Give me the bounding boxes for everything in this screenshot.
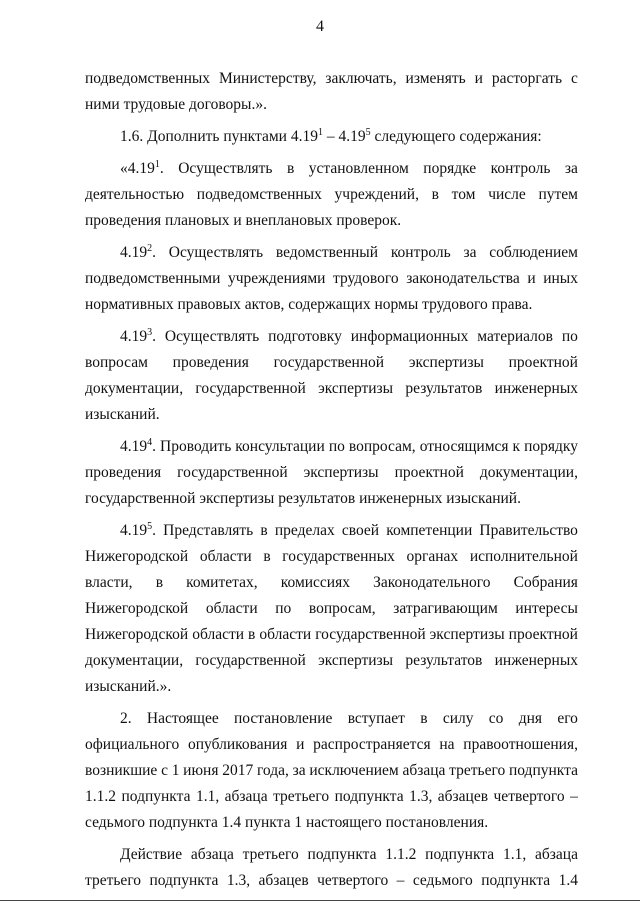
word: 1.3,: [409, 788, 433, 805]
word: по: [275, 600, 292, 617]
text-line: [85, 292, 578, 318]
page-number: 4: [316, 18, 324, 35]
word: проектной: [508, 354, 578, 371]
paragraph: [85, 156, 578, 234]
word: с: [161, 762, 168, 779]
word: –: [396, 872, 405, 889]
word: третьего: [449, 762, 506, 779]
word: подпункта: [425, 846, 495, 863]
word: документации,: [85, 652, 184, 669]
word: деятельностью: [85, 186, 185, 203]
word: Представлять: [163, 522, 254, 539]
word: Настоящее: [146, 710, 219, 727]
superscript: 3: [147, 327, 153, 338]
word: опубликования: [188, 736, 288, 753]
word: со: [488, 710, 504, 727]
paragraph: [85, 240, 578, 318]
text-span: изысканий.».: [85, 678, 172, 695]
text-span: проведения плановых и внеплановых проверок.: [85, 212, 402, 229]
word: 4.19$^4$.: [120, 437, 156, 455]
word: относящимся: [419, 438, 509, 455]
word: путем: [538, 186, 578, 203]
text-line: [85, 156, 578, 182]
word: соблюдением: [489, 244, 578, 261]
word: подведомственных: [85, 70, 211, 87]
word: расторгать: [491, 70, 563, 87]
text-span: нормативных правовых актов, содержащих нормы трудового права.: [85, 296, 533, 313]
text-line: [85, 124, 578, 150]
paragraph: [85, 434, 578, 512]
word: абзацев: [437, 788, 489, 805]
text-line: [85, 460, 578, 486]
word: силу: [442, 710, 474, 727]
word: абзаца: [402, 762, 446, 779]
text-line: [85, 350, 578, 376]
word: вопросам,: [348, 438, 416, 455]
text-line: [85, 544, 578, 570]
word: 1.1,: [502, 846, 527, 863]
word: подпункта: [481, 872, 551, 889]
text-line: [85, 648, 578, 674]
text-line: [85, 596, 578, 622]
word: Осуществлять: [168, 244, 264, 261]
superscript: 5: [365, 127, 371, 138]
word: затрагивающим: [393, 600, 498, 617]
word: результатов: [405, 380, 483, 397]
text-line: [85, 182, 578, 208]
text-line: [85, 66, 578, 92]
word: Нижегородской: [85, 548, 189, 565]
word: в: [155, 574, 164, 591]
word: экспертизы: [318, 652, 394, 669]
word: 4.19$^2$.: [120, 243, 156, 261]
word: экспертизы: [429, 626, 505, 643]
word: распространяется: [313, 736, 431, 753]
word: и: [527, 270, 536, 287]
word: подготовку: [268, 328, 342, 345]
text-span: седьмого подпункта 1.4 пункта 1 настоящего постановления.: [85, 814, 489, 831]
paragraph: [85, 66, 578, 118]
word: экспертизы: [408, 354, 484, 371]
word: консультации: [235, 438, 325, 455]
text-line: [85, 868, 578, 894]
word: интересы: [515, 600, 578, 617]
text-span: ними трудовые договоры.».: [85, 96, 267, 113]
text-line: [85, 240, 578, 266]
word: области: [199, 548, 252, 565]
word: власти,: [85, 574, 133, 591]
word: изменять: [405, 70, 466, 87]
word: учреждениями: [227, 270, 326, 287]
paragraph: [85, 842, 578, 894]
word: Правительство: [479, 522, 578, 539]
word: проведения: [85, 464, 162, 481]
superscript: 1: [317, 127, 323, 138]
word: в: [286, 160, 295, 177]
text-line: [85, 674, 578, 700]
word: информационных: [350, 328, 469, 345]
word: инженерных: [494, 652, 578, 669]
word: четвертого: [493, 788, 565, 805]
word: государственной: [315, 626, 426, 643]
word: и: [474, 70, 483, 87]
word: порядку: [524, 438, 578, 455]
word: вступает: [347, 710, 405, 727]
text-line: [85, 208, 578, 234]
word: Осуществлять: [178, 160, 273, 177]
word: на: [439, 736, 455, 753]
word: 1.1.2: [385, 846, 417, 863]
word: комиссиях: [280, 574, 350, 591]
word: подпункта: [149, 872, 219, 889]
text-line: [85, 706, 578, 732]
word: вопросам: [85, 354, 148, 371]
word: по: [561, 328, 578, 345]
word: подпункта: [307, 846, 377, 863]
text-span: государственной экспертизы результатов инженерных изысканий.: [85, 490, 521, 507]
word: установленном: [308, 160, 409, 177]
word: в: [263, 548, 271, 565]
word: проектной: [394, 464, 464, 481]
superscript: 2: [147, 243, 153, 254]
word: материалов: [477, 328, 553, 345]
text-span: – 4.19: [322, 128, 366, 145]
text-line: [85, 784, 578, 810]
word: в: [248, 626, 256, 643]
word: исполнительной: [469, 548, 578, 565]
text-line: [85, 810, 578, 836]
word: правоотношения,: [463, 736, 578, 753]
word: области: [192, 626, 245, 643]
word: комитетах,: [186, 574, 258, 591]
word: контроль: [490, 160, 551, 177]
word: за: [463, 244, 477, 261]
word: заключать,: [325, 70, 397, 87]
word: экспертизы: [318, 380, 394, 397]
word: за: [292, 762, 306, 779]
text-line: [85, 324, 578, 350]
bottom-rule: [0, 900, 640, 901]
word: государственной: [273, 354, 385, 371]
word: компетенции: [386, 522, 473, 539]
word: –: [570, 788, 578, 805]
text-line: [85, 92, 578, 118]
word: июня: [183, 762, 219, 779]
word: проведения: [172, 354, 249, 371]
word: документации,: [85, 380, 184, 397]
word: и: [296, 736, 305, 753]
text-span: следующего содержания:: [370, 128, 542, 145]
word: с: [571, 70, 578, 87]
word: возникшие: [85, 762, 158, 779]
word: седьмого: [412, 872, 473, 889]
text-line: [85, 518, 578, 544]
word: области: [259, 626, 312, 643]
superscript: 5: [147, 521, 153, 532]
word: законодательства: [406, 270, 520, 287]
word: пределах: [274, 522, 335, 539]
word: 2017: [222, 762, 254, 779]
word: вопросам,: [308, 600, 376, 617]
word: Проводить: [160, 438, 232, 455]
paragraph: [85, 124, 578, 150]
word: Осуществлять: [164, 328, 260, 345]
superscript: 1: [154, 159, 160, 170]
text-line: [85, 842, 578, 868]
word: официального: [85, 736, 180, 753]
word: государственной: [195, 380, 306, 397]
word: порядке: [423, 160, 477, 177]
word: абзацев: [258, 872, 309, 889]
word: 1.3,: [226, 872, 251, 889]
word: экспертизы: [303, 464, 379, 481]
word: подпункта: [334, 788, 404, 805]
text-line: [85, 486, 578, 512]
word: постановление: [234, 710, 333, 727]
superscript: 4: [147, 437, 153, 448]
word: абзаца: [535, 846, 578, 863]
word: абзаца: [224, 788, 268, 805]
word: Действие: [120, 846, 183, 863]
word: за: [564, 160, 578, 177]
word: к: [512, 438, 521, 455]
word: в: [431, 186, 439, 203]
word: подпункта: [508, 762, 578, 779]
paragraph: [85, 324, 578, 428]
word: проектной: [508, 626, 578, 643]
word: 4.19$^3$.: [120, 327, 156, 345]
word: подведомственных: [196, 186, 322, 203]
word: Законодательного: [373, 574, 491, 591]
word: 2.: [120, 710, 132, 727]
text-line: [85, 402, 578, 428]
word: контроль: [390, 244, 451, 261]
word: результатов: [405, 652, 483, 669]
word: учреждений,: [334, 186, 419, 203]
word: четвертого: [317, 872, 389, 889]
word: государственной: [195, 652, 306, 669]
word: третьего: [85, 872, 142, 889]
text-line: [85, 266, 578, 292]
word: исключением: [309, 762, 399, 779]
text-line: [85, 622, 578, 648]
word: 1.4: [558, 872, 578, 889]
document-body: [85, 66, 578, 894]
word: 1.1,: [195, 788, 220, 805]
word: года,: [256, 762, 289, 779]
word: Министерству,: [218, 70, 317, 87]
word: государственной: [177, 464, 288, 481]
word: документации,: [479, 464, 578, 481]
word: органах: [406, 548, 459, 565]
text-line: [85, 570, 578, 596]
word: 1: [171, 762, 180, 779]
text-line: [85, 376, 578, 402]
word: ведомственный: [275, 244, 379, 261]
word: государственных: [282, 548, 395, 565]
word: 4.19$^5$.: [120, 521, 156, 539]
paragraph: [85, 518, 578, 700]
word: подведомственными: [85, 270, 221, 287]
word: Собрания: [513, 574, 578, 591]
text-span: 1.6. Дополнить пунктами 4.19: [120, 128, 318, 145]
word: 1.1.2: [85, 788, 116, 805]
word: Нижегородской: [85, 600, 189, 617]
text-line: [85, 434, 578, 460]
paragraph: [85, 706, 578, 836]
word: своей: [341, 522, 380, 539]
word: числе: [488, 186, 526, 203]
text-span: изысканий.: [85, 406, 160, 423]
word: по: [328, 438, 345, 455]
word: третьего: [273, 788, 330, 805]
word: том: [451, 186, 476, 203]
word: подпункта: [121, 788, 191, 805]
word: инженерных: [494, 380, 578, 397]
text-line: [85, 758, 578, 784]
word: иных: [543, 270, 578, 287]
word: в: [420, 710, 428, 727]
word: области: [205, 600, 258, 617]
word: в: [260, 522, 268, 539]
word: его: [557, 710, 578, 727]
word: трудового: [333, 270, 399, 287]
word: «4.19$^1$.: [120, 159, 164, 177]
word: абзаца: [190, 846, 234, 863]
word: Нижегородской: [85, 626, 189, 643]
word: дня: [518, 710, 543, 727]
text-line: [85, 732, 578, 758]
word: третьего: [242, 846, 299, 863]
